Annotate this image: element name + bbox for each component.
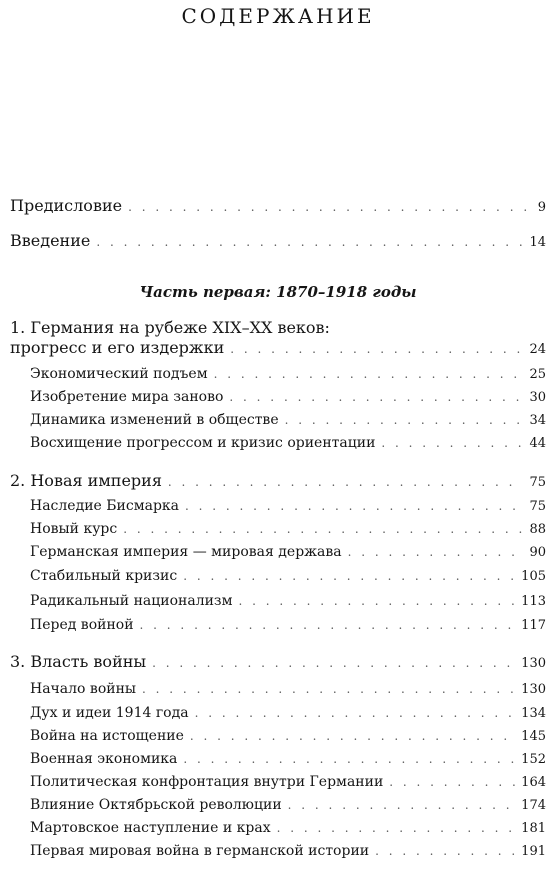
toc-page-number: 75: [529, 475, 546, 490]
toc-page-number: 134: [521, 706, 546, 721]
dot-leader: [185, 499, 523, 513]
toc-page-number: 191: [521, 844, 546, 859]
toc-section-label: Восхищение прогрессом и кризис ориентации: [30, 435, 376, 451]
toc-section-label: Стабильный кризис: [30, 568, 178, 584]
dot-leader: [183, 752, 515, 766]
toc-page-number: 105: [521, 569, 546, 584]
toc-section: [30, 568, 546, 584]
toc-page-number: 164: [521, 775, 546, 790]
toc-section-label: Военная экономика: [30, 751, 178, 767]
toc-section-label: Влияние Октябрьской революции: [30, 797, 282, 813]
toc-chapter-2: [10, 471, 546, 490]
dot-leader: [389, 775, 515, 789]
toc-section: [30, 705, 546, 721]
toc-page-number: 113: [521, 594, 546, 609]
toc-section: [30, 412, 546, 428]
toc-section-label: Война на истощение: [30, 728, 184, 744]
dot-leader: [285, 413, 524, 427]
toc-page-number: 152: [521, 752, 546, 767]
dot-leader: [123, 522, 523, 536]
toc-entry-preface: [10, 196, 546, 215]
toc-section-label: Начало войны: [30, 681, 137, 697]
toc-section: [30, 617, 546, 633]
dot-leader: [277, 821, 516, 835]
toc-section-label: Германская империя — мировая держава: [30, 544, 342, 560]
toc-section-label: Первая мировая война в германской истории: [30, 843, 370, 859]
toc-page-number: 44: [529, 436, 546, 451]
toc-chapter-3: [10, 652, 546, 671]
toc-page-number: 88: [529, 522, 546, 537]
part-heading: Часть первая: 1870–1918 годы: [139, 283, 417, 301]
toc-section-label: Перед войной: [30, 617, 134, 633]
toc-section: [30, 728, 546, 744]
toc-entry-label: Предисловие: [10, 196, 123, 215]
dot-leader: [152, 656, 515, 670]
toc-section: [30, 820, 546, 836]
toc-section: [30, 593, 546, 609]
toc-page-number: 9: [537, 200, 546, 215]
dot-leader: [96, 235, 523, 249]
toc-section: [30, 774, 546, 790]
toc-section-label: Новый курс: [30, 521, 118, 537]
toc-page-number: 14: [529, 235, 546, 250]
toc-entry-label: Введение: [10, 231, 91, 250]
dot-leader: [230, 342, 523, 356]
toc-page-number: 25: [529, 367, 546, 382]
dot-leader: [183, 569, 515, 583]
dot-leader: [375, 844, 515, 858]
toc-section-label: Мартовское наступление и крах: [30, 820, 271, 836]
toc-section-label: Экономический подъем: [30, 366, 208, 382]
toc-page-number: 24: [529, 342, 546, 357]
toc-page-number: 174: [521, 798, 546, 813]
toc-section: [30, 521, 546, 537]
toc-section: [30, 498, 546, 514]
toc-section: [30, 797, 546, 813]
toc-section: [30, 435, 546, 451]
toc-section: [30, 389, 546, 405]
toc-page-number: 130: [521, 682, 546, 697]
toc-page-number: 90: [529, 545, 546, 560]
toc-section-label: Динамика изменений в обществе: [30, 412, 279, 428]
toc-chapter-1: [10, 338, 546, 357]
toc-page-number: 75: [529, 499, 546, 514]
toc-page-number: 145: [521, 729, 546, 744]
toc-section: [30, 544, 546, 560]
dot-leader: [214, 367, 524, 381]
toc-section-label: Радикальный национализм: [30, 593, 233, 609]
dot-leader: [140, 618, 516, 632]
toc-section-label: Политическая конфронтация внутри Германии: [30, 774, 384, 790]
dot-leader: [168, 475, 524, 489]
toc-section: [30, 751, 546, 767]
toc-section: [30, 843, 546, 859]
chapter-title: 2. Новая империя: [10, 471, 162, 490]
chapter-title-line1: 1. Германия на рубеже XIX–XX веков:: [10, 318, 330, 337]
page-title: СОДЕРЖАНИЕ: [181, 4, 375, 28]
dot-leader: [238, 594, 515, 608]
toc-page-number: 30: [529, 390, 546, 405]
toc-section-label: Изобретение мира заново: [30, 389, 224, 405]
toc-page-number: 117: [521, 618, 546, 633]
toc-section-label: Дух и идеи 1914 года: [30, 705, 189, 721]
dot-leader: [128, 200, 532, 214]
toc-entry-introduction: [10, 231, 546, 250]
chapter-title: 3. Власть войны: [10, 652, 147, 671]
chapter-title-line2: прогресс и его издержки: [10, 338, 225, 357]
dot-leader: [142, 682, 515, 696]
toc-page-number: 130: [521, 656, 546, 671]
toc-page-number: 34: [529, 413, 546, 428]
dot-leader: [288, 798, 516, 812]
dot-leader: [348, 545, 524, 559]
toc-section: [30, 366, 546, 382]
toc-section: [30, 681, 546, 697]
dot-leader: [381, 436, 523, 450]
dot-leader: [229, 390, 523, 404]
toc-page-number: 181: [521, 821, 546, 836]
dot-leader: [190, 729, 515, 743]
toc-section-label: Наследие Бисмарка: [30, 498, 180, 514]
dot-leader: [195, 706, 516, 720]
